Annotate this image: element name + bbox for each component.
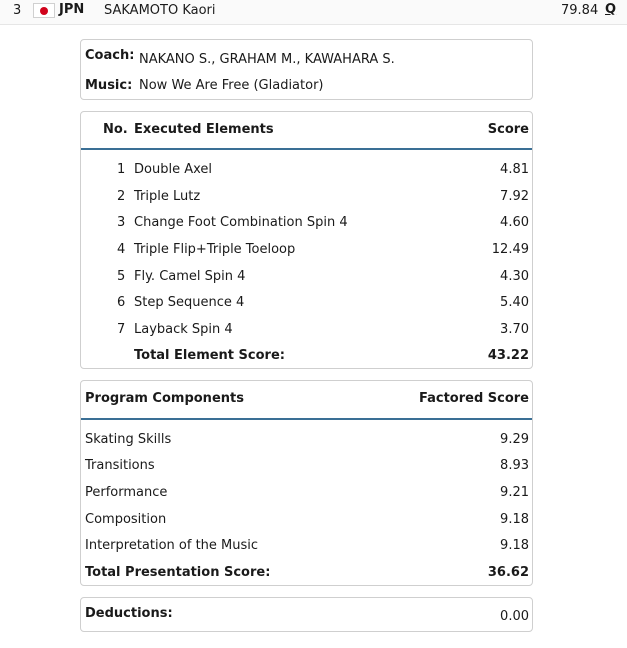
element-score: 12.49 <box>491 242 529 257</box>
element-no: 1 <box>117 162 126 177</box>
total-presentation-label: Total Presentation Score: <box>85 565 271 580</box>
element-name: Triple Flip+Triple Toeloop <box>134 242 296 257</box>
deductions-card <box>80 597 533 632</box>
table-row <box>81 533 532 559</box>
component-score: 9.29 <box>500 432 529 447</box>
athlete-row[interactable] <box>0 0 627 25</box>
flag-dot <box>40 7 48 15</box>
element-name: Change Foot Combination Spin 4 <box>134 215 348 230</box>
japan-flag-icon <box>33 3 55 18</box>
element-name: Step Sequence 4 <box>134 295 245 310</box>
table-row <box>81 317 532 343</box>
element-name: Triple Lutz <box>134 189 201 204</box>
total-row <box>81 560 532 586</box>
table-row <box>81 157 532 183</box>
table-row <box>81 453 532 479</box>
rank: 3 <box>13 3 22 18</box>
element-score: 4.81 <box>500 162 529 177</box>
col-no-header: No. <box>103 122 128 137</box>
component-name: Interpretation of the Music <box>85 538 259 553</box>
music-value: Now We Are Free (Gladiator) <box>139 78 324 93</box>
qualification-badge: Q <box>605 2 617 17</box>
components-card <box>80 380 533 586</box>
element-no: 4 <box>117 242 126 257</box>
col-elements-header: Executed Elements <box>134 122 274 137</box>
deductions-label: Deductions: <box>85 606 173 621</box>
coach-value: NAKANO S., GRAHAM M., KAWAHARA S. <box>139 52 395 67</box>
table-row <box>81 184 532 210</box>
header-divider <box>81 148 532 150</box>
element-no: 6 <box>117 295 126 310</box>
total-row <box>81 343 532 369</box>
table-row <box>81 507 532 533</box>
component-score: 9.21 <box>500 485 529 500</box>
element-name: Layback Spin 4 <box>134 322 233 337</box>
col-score-header: Score <box>487 122 529 137</box>
element-score: 4.30 <box>500 269 529 284</box>
total-score: 79.84 <box>561 3 599 18</box>
table-row <box>81 237 532 263</box>
elements-card <box>80 111 533 369</box>
table-row <box>81 264 532 290</box>
nation-code: JPN <box>59 2 85 17</box>
element-no: 7 <box>117 322 126 337</box>
element-no: 5 <box>117 269 126 284</box>
col-components-header: Program Components <box>85 391 244 406</box>
element-no: 2 <box>117 189 126 204</box>
component-score: 9.18 <box>500 538 529 553</box>
total-element-label: Total Element Score: <box>134 348 285 363</box>
coach-label: Coach: <box>85 48 135 63</box>
element-score: 3.70 <box>500 322 529 337</box>
music-label: Music: <box>85 78 133 93</box>
col-factored-header: Factored Score <box>418 391 529 406</box>
component-name: Composition <box>85 512 167 527</box>
table-row <box>81 427 532 453</box>
total-presentation-value: 36.62 <box>487 565 529 580</box>
component-name: Skating Skills <box>85 432 172 447</box>
element-no: 3 <box>117 215 126 230</box>
component-score: 9.18 <box>500 512 529 527</box>
element-name: Double Axel <box>134 162 212 177</box>
table-row <box>81 480 532 506</box>
element-name: Fly. Camel Spin 4 <box>134 269 246 284</box>
element-score: 7.92 <box>500 189 529 204</box>
elements-header <box>81 117 532 143</box>
element-score: 5.40 <box>500 295 529 310</box>
header-divider <box>81 418 532 420</box>
deductions-value: 0.00 <box>500 609 529 624</box>
component-name: Transitions <box>85 458 155 473</box>
element-score: 4.60 <box>500 215 529 230</box>
component-name: Performance <box>85 485 168 500</box>
info-card <box>80 39 533 100</box>
athlete-name: SAKAMOTO Kaori <box>104 3 216 18</box>
components-header <box>81 386 532 412</box>
total-element-value: 43.22 <box>487 348 529 363</box>
table-row <box>81 290 532 316</box>
component-score: 8.93 <box>500 458 529 473</box>
table-row <box>81 210 532 236</box>
